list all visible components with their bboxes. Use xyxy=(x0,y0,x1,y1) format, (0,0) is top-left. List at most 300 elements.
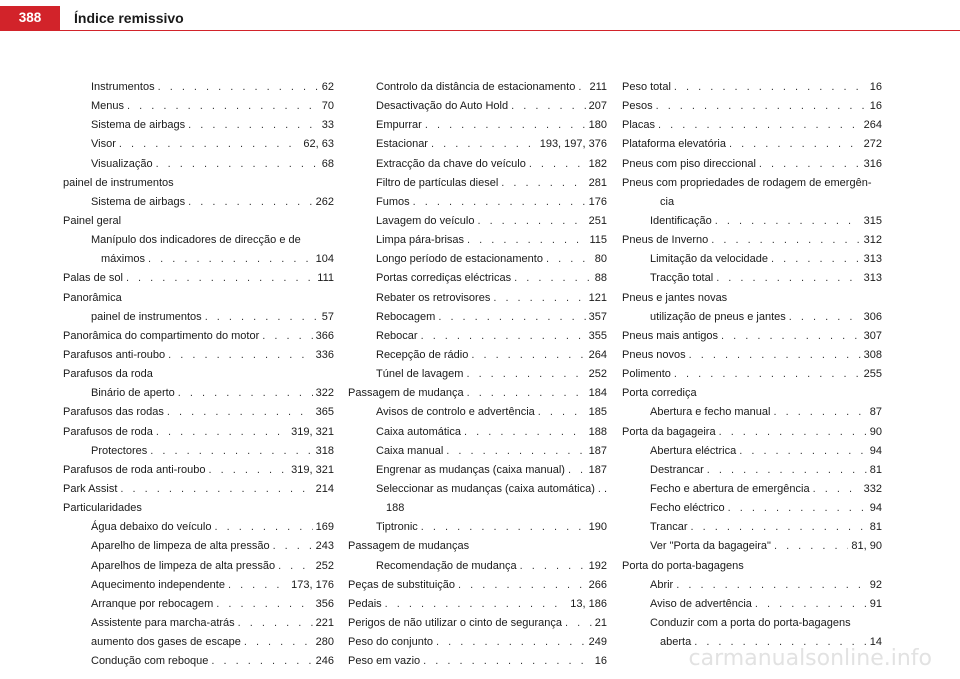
leader-dots xyxy=(421,518,586,537)
index-entry xyxy=(622,442,882,461)
index-entry-term: Binário de aperto xyxy=(91,387,175,400)
index-entry-term: Panorâmica do compartimento do motor xyxy=(63,329,260,342)
leader-dots xyxy=(471,346,585,365)
index-entry-term: Aquecimento independente xyxy=(91,578,225,591)
index-entry xyxy=(622,537,882,556)
index-entry xyxy=(622,97,882,116)
index-entry xyxy=(63,461,334,480)
index-entry xyxy=(63,403,334,422)
index-entry xyxy=(348,365,607,384)
index-entry xyxy=(63,327,334,346)
index-entry-term: Palas de sol xyxy=(63,272,123,285)
index-entry-term: Pedais xyxy=(348,597,382,610)
index-entry-term: Fecho e abertura de emergência xyxy=(650,482,810,495)
index-entry-term: Aparelho de limpeza de alta pressão xyxy=(91,540,270,553)
index-entry xyxy=(622,595,882,614)
leader-dots xyxy=(216,595,312,614)
index-entry-pages: 16 xyxy=(594,655,607,668)
index-entry xyxy=(622,384,882,403)
index-entry-pages: 315 xyxy=(863,214,882,227)
index-entry xyxy=(348,97,607,116)
index-entry-pages: 62, 63 xyxy=(303,138,334,151)
leader-dots xyxy=(423,652,592,671)
leader-dots xyxy=(656,97,867,116)
leader-dots xyxy=(436,633,586,652)
index-entry-term: Limpa pára-brisas xyxy=(376,234,465,247)
index-entry-pages: 87 xyxy=(869,406,882,419)
index-entry xyxy=(348,135,607,154)
leader-dots xyxy=(689,346,861,365)
leader-dots xyxy=(715,212,861,231)
index-entry-term: Rebocagem xyxy=(376,310,436,323)
leader-dots xyxy=(520,557,586,576)
index-entry-pages: 207 xyxy=(588,100,607,113)
index-entry-term: Sistema de airbags xyxy=(91,119,186,132)
index-entry-term: Engrenar as mudanças (caixa manual) xyxy=(376,463,565,476)
index-entry-term: Protectores xyxy=(91,444,148,457)
index-entry-term: Recepção de rádio xyxy=(376,348,469,361)
index-entry xyxy=(622,269,882,288)
index-entry-pages: 281 xyxy=(588,176,607,189)
leader-dots xyxy=(262,327,312,346)
index-entry xyxy=(63,537,334,556)
index-entry-pages: 185 xyxy=(588,406,607,419)
index-entry-pages: 68 xyxy=(321,157,334,170)
leader-dots xyxy=(238,614,313,633)
index-entry-term: Parafusos anti-roubo xyxy=(63,348,166,361)
index-entry-pages: 306 xyxy=(863,310,882,323)
index-entry xyxy=(63,289,334,308)
index-entry xyxy=(622,155,882,174)
index-entry-term: Instrumentos xyxy=(91,81,155,93)
index-entry-term: máximos xyxy=(101,253,146,266)
leader-dots xyxy=(568,461,586,480)
index-entry-pages: 356 xyxy=(315,597,334,610)
leader-dots xyxy=(425,116,586,135)
index-entry-pages: 13, 186 xyxy=(570,597,607,610)
leader-dots xyxy=(211,652,312,671)
leader-dots xyxy=(674,365,861,384)
index-entry-pages: 307 xyxy=(863,329,882,342)
index-entry-pages: 255 xyxy=(863,368,882,381)
index-entry-term: Longo período de estacionamento xyxy=(376,253,543,266)
index-entry-term: Tiptronic xyxy=(376,521,418,534)
index-entry-pages: 336 xyxy=(315,348,334,361)
leader-dots xyxy=(729,135,861,154)
leader-dots xyxy=(771,250,861,269)
index-entry xyxy=(63,97,334,116)
index-entry-term: Estacionar xyxy=(376,138,428,151)
page-number: 388 xyxy=(0,6,60,30)
index-entry-pages: 169 xyxy=(315,521,334,534)
index-entry-term: Fecho eléctrico xyxy=(650,502,725,515)
index-entry-term: Assistente para marcha-atrás xyxy=(91,616,235,629)
index-entry xyxy=(63,442,334,461)
index-entry xyxy=(622,423,882,442)
index-entry-pages: 115 xyxy=(589,234,607,247)
index-entry-term: Pesos xyxy=(622,100,653,113)
page-header xyxy=(0,0,960,32)
index-entry-pages: 246 xyxy=(315,655,334,668)
index-entry xyxy=(622,346,882,365)
index-entry-pages: 57 xyxy=(321,310,334,323)
index-entry xyxy=(348,423,607,442)
index-entry xyxy=(622,365,882,384)
leader-dots xyxy=(721,327,861,346)
leader-dots xyxy=(789,308,861,327)
index-entry xyxy=(622,480,882,499)
index-entry-term: Pneus de Inverno xyxy=(622,234,709,247)
index-entry xyxy=(348,212,607,231)
leader-dots xyxy=(178,384,313,403)
index-entry xyxy=(622,614,882,633)
index-entry xyxy=(348,193,607,212)
leader-dots xyxy=(156,423,288,442)
leader-dots xyxy=(119,135,301,154)
index-entry-term: Porta corrediça xyxy=(622,387,697,400)
index-entry-pages: 192 xyxy=(588,559,607,572)
index-entry xyxy=(348,346,607,365)
index-entry-term: Desactivação do Auto Hold xyxy=(376,100,509,113)
leader-dots xyxy=(168,346,313,365)
index-entry-pages: 264 xyxy=(588,348,607,361)
index-entry xyxy=(63,633,334,652)
index-entry xyxy=(348,518,607,537)
index-entry xyxy=(63,231,334,250)
leader-dots xyxy=(413,193,586,212)
index-entry-pages: 366 xyxy=(315,329,334,342)
leader-dots xyxy=(739,442,867,461)
leader-dots xyxy=(755,595,867,614)
index-entry-pages: 318 xyxy=(315,444,334,457)
index-entry xyxy=(348,499,607,518)
leader-dots xyxy=(158,78,319,97)
watermark: carmanualsonline.info xyxy=(688,646,932,671)
index-entry-pages: 319, 321 xyxy=(291,425,334,438)
index-entry-pages: 16 xyxy=(869,81,882,93)
index-entry xyxy=(348,442,607,461)
index-entry-term: Aparelhos de limpeza de alta pressão xyxy=(91,559,276,572)
index-entry-term: 188 xyxy=(386,502,405,515)
index-entry-term: Ver "Porta da bagageira" xyxy=(650,540,771,553)
header-rule xyxy=(0,30,960,31)
index-entry-pages: 90 xyxy=(869,425,882,438)
index-entry xyxy=(348,576,607,595)
leader-dots xyxy=(773,403,866,422)
index-entry-term: Aviso de advertência xyxy=(650,597,752,610)
index-entry-term: Polimento xyxy=(622,368,671,381)
leader-dots xyxy=(676,576,867,595)
index-entry xyxy=(348,403,607,422)
index-entry-term: Trancar xyxy=(650,521,688,534)
index-entry-term: aberta xyxy=(660,636,692,649)
leader-dots xyxy=(431,135,537,154)
index-entry xyxy=(622,403,882,422)
index-entry-term: Peso em vazio xyxy=(348,655,421,668)
index-entry-pages: 308 xyxy=(863,348,882,361)
index-entry-pages: 180 xyxy=(588,119,607,132)
index-entry xyxy=(348,633,607,652)
index-entry-term: Particularidades xyxy=(63,502,142,515)
index-entry xyxy=(622,135,882,154)
leader-dots xyxy=(546,250,592,269)
index-entry-term: Conduzir com a porta do porta-bagagens xyxy=(650,616,851,629)
index-entry xyxy=(348,155,607,174)
index-column-2 xyxy=(348,78,607,671)
leader-dots xyxy=(466,365,585,384)
index-entry-pages: 332 xyxy=(863,482,882,495)
index-entry-pages: 313 xyxy=(863,253,882,266)
leader-dots xyxy=(658,116,861,135)
index-entry xyxy=(348,384,607,403)
index-entry-term: Peso total xyxy=(622,81,671,93)
index-entry xyxy=(622,518,882,537)
index-entry xyxy=(348,480,607,499)
index-entry xyxy=(622,308,882,327)
index-entry-pages: 88 xyxy=(594,272,607,285)
index-entry-term: Recomendação de mudança xyxy=(376,559,517,572)
index-entry-pages: 272 xyxy=(863,138,882,151)
index-entry xyxy=(348,269,607,288)
index-entry-term: Peso do conjunto xyxy=(348,636,434,649)
index-entry-term: Painel geral xyxy=(63,214,122,227)
leader-dots xyxy=(446,442,585,461)
index-entry-pages: 249 xyxy=(588,636,607,649)
index-entry-term: Plataforma elevatória xyxy=(622,138,726,151)
leader-dots xyxy=(458,576,586,595)
index-entry xyxy=(622,231,882,250)
index-entry-term: Caixa manual xyxy=(376,444,444,457)
index-entry xyxy=(622,327,882,346)
index-entry-term: Sistema de airbags xyxy=(91,195,186,208)
leader-dots xyxy=(188,193,312,212)
leader-dots xyxy=(214,518,312,537)
index-entry-term: Seleccionar as mudanças (caixa automática) xyxy=(376,482,595,495)
leader-dots xyxy=(467,231,586,250)
leader-dots xyxy=(578,78,586,97)
index-entry-pages: 214 xyxy=(315,482,334,495)
index-entry-pages: 313 xyxy=(863,272,882,285)
index-entry-term: Pneus com propriedades de rodagem de emergên- xyxy=(622,176,872,189)
index-entry xyxy=(348,652,607,671)
index-entry xyxy=(622,193,882,212)
index-entry xyxy=(63,557,334,576)
index-entry-term: Peças de substituição xyxy=(348,578,456,591)
index-entry-term: Perigos de não utilizar o cinto de segurança xyxy=(348,616,563,629)
index-entry-pages: 62 xyxy=(321,81,334,93)
leader-dots xyxy=(188,116,319,135)
index-entry-pages: 94 xyxy=(869,502,882,515)
index-entry xyxy=(63,518,334,537)
leader-dots xyxy=(167,403,313,422)
index-entry-term: Água debaixo do veículo xyxy=(91,521,212,534)
leader-dots xyxy=(150,442,312,461)
index-entry xyxy=(622,250,882,269)
index-entry-pages: 176 xyxy=(588,195,607,208)
leader-dots xyxy=(273,537,313,556)
index-entry xyxy=(63,576,334,595)
index-entry xyxy=(348,327,607,346)
index-entry xyxy=(348,537,607,556)
index-entry-term: aumento dos gases de escape xyxy=(91,636,241,649)
index-entry xyxy=(63,652,334,671)
index-entry-term: Parafusos de roda xyxy=(63,425,153,438)
index-entry-term: Condução com reboque xyxy=(91,655,209,668)
index-entry-pages: 322 xyxy=(315,387,334,400)
index-entry-term: Abertura e fecho manual xyxy=(650,406,771,419)
index-entry xyxy=(63,308,334,327)
leader-dots xyxy=(421,327,586,346)
index-entry-term: Porta do porta-bagagens xyxy=(622,559,744,572)
index-entry xyxy=(348,614,607,633)
index-entry-pages: 365 xyxy=(315,406,334,419)
index-entry-pages: 280 xyxy=(315,636,334,649)
index-entry xyxy=(63,212,334,231)
index-entry-term: Rebocar xyxy=(376,329,418,342)
index-entry-pages: 355 xyxy=(588,329,607,342)
page-title: Índice remissivo xyxy=(74,10,184,26)
index-entry-term: utilização de pneus e jantes xyxy=(650,310,786,323)
index-entry-pages: 187 xyxy=(588,463,607,476)
index-entry-term: Lavagem do veículo xyxy=(376,214,475,227)
index-entry-term: Visor xyxy=(91,138,116,151)
index-entry-term: Tracção total xyxy=(650,272,714,285)
leader-dots xyxy=(538,403,586,422)
index-column-3 xyxy=(622,78,882,652)
index-entry xyxy=(63,250,334,269)
index-entry-pages: 190 xyxy=(588,521,607,534)
index-entry xyxy=(348,308,607,327)
index-entry xyxy=(63,614,334,633)
leader-dots xyxy=(493,289,585,308)
index-entry-term: painel de instrumentos xyxy=(63,176,174,189)
index-entry-term: Abrir xyxy=(650,578,674,591)
index-entry-term: Menus xyxy=(91,100,125,113)
index-entry-term: Abertura eléctrica xyxy=(650,444,737,457)
index-entry xyxy=(63,423,334,442)
index-entry xyxy=(63,155,334,174)
index-entry-pages: 21 xyxy=(594,616,607,629)
index-entry xyxy=(622,174,882,193)
index-entry-pages: 184 xyxy=(588,387,607,400)
index-entry-pages: 221 xyxy=(315,616,334,629)
index-entry-pages: 319, 321 xyxy=(291,463,334,476)
index-entry-term: Panorâmica xyxy=(63,291,122,304)
leader-dots xyxy=(385,595,568,614)
index-entry-term: Identificação xyxy=(650,214,712,227)
index-entry-term: Pneus com piso direccional xyxy=(622,157,756,170)
index-entry-term: Empurrar xyxy=(376,119,422,132)
index-entry-term: Controlo da distância de estacionamento xyxy=(376,81,576,93)
index-column-1 xyxy=(63,78,334,671)
index-entry-pages: . xyxy=(603,482,607,495)
index-entry xyxy=(63,135,334,154)
index-entry-pages: 262 xyxy=(315,195,334,208)
index-entry-term: Passagem de mudança xyxy=(348,387,464,400)
index-entry-pages: 211 xyxy=(589,81,607,93)
leader-dots xyxy=(759,155,861,174)
index-entry xyxy=(622,212,882,231)
index-entry xyxy=(348,174,607,193)
index-entry xyxy=(622,289,882,308)
index-entry-pages: 81 xyxy=(869,521,882,534)
index-entry-term: Parafusos de roda anti-roubo xyxy=(63,463,206,476)
leader-dots xyxy=(711,231,860,250)
index-entry-term: Filtro de partículas diesel xyxy=(376,176,499,189)
index-entry-term: Caixa automática xyxy=(376,425,461,438)
index-entry xyxy=(348,595,607,614)
index-entry-term: Pneus e jantes novas xyxy=(622,291,728,304)
index-entry xyxy=(622,557,882,576)
index-entry xyxy=(622,78,882,97)
index-entry-pages: 252 xyxy=(315,559,334,572)
index-entry-term: Placas xyxy=(622,119,656,132)
index-entry-pages: 91 xyxy=(869,597,882,610)
index-entry xyxy=(63,499,334,518)
index-entry-pages: 81 xyxy=(869,463,882,476)
index-entry-pages: 14 xyxy=(869,636,882,649)
leader-dots xyxy=(598,480,601,499)
index-entry-term: Portas corrediças eléctricas xyxy=(376,272,512,285)
leader-dots xyxy=(208,461,288,480)
leader-dots xyxy=(511,97,586,116)
index-entry xyxy=(622,116,882,135)
index-entry-term: Avisos de controlo e advertência xyxy=(376,406,535,419)
index-entry-term: Porta da bagageira xyxy=(622,425,716,438)
index-entry-term: Passagem de mudanças xyxy=(348,540,470,553)
index-entry-pages: 182 xyxy=(588,157,607,170)
index-entry-term: painel de instrumentos xyxy=(91,310,202,323)
index-entry xyxy=(348,231,607,250)
index-entry-term: Visualização xyxy=(91,157,153,170)
index-entry-pages: 251 xyxy=(588,214,607,227)
leader-dots xyxy=(719,423,867,442)
index-entry xyxy=(622,499,882,518)
index-entry-pages: 70 xyxy=(321,100,334,113)
index-entry xyxy=(622,576,882,595)
index-entry-term: Pneus novos xyxy=(622,348,686,361)
leader-dots xyxy=(774,537,848,556)
index-entry-pages: 357 xyxy=(588,310,607,323)
index-entry-term: Arranque por rebocagem xyxy=(91,597,214,610)
index-entry xyxy=(63,193,334,212)
index-entry xyxy=(63,365,334,384)
index-entry-pages: 187 xyxy=(588,444,607,457)
leader-dots xyxy=(728,499,867,518)
index-entry-pages: 243 xyxy=(315,540,334,553)
leader-dots xyxy=(438,308,585,327)
index-entry xyxy=(348,250,607,269)
index-entry-pages: 316 xyxy=(863,157,882,170)
leader-dots xyxy=(205,308,319,327)
index-entry xyxy=(348,116,607,135)
leader-dots xyxy=(565,614,592,633)
leader-dots xyxy=(228,576,288,595)
leader-dots xyxy=(529,155,586,174)
leader-dots xyxy=(126,269,314,288)
index-entry-term: Park Assist xyxy=(63,482,118,495)
leader-dots xyxy=(464,423,586,442)
index-entry xyxy=(63,269,334,288)
index-entry-pages: 92 xyxy=(869,578,882,591)
index-entry-pages: 111 xyxy=(317,272,334,285)
index-entry-pages: 188 xyxy=(588,425,607,438)
leader-dots xyxy=(691,518,867,537)
leader-dots xyxy=(477,212,585,231)
index-entry xyxy=(63,174,334,193)
index-entry xyxy=(63,384,334,403)
index-entry xyxy=(348,289,607,308)
